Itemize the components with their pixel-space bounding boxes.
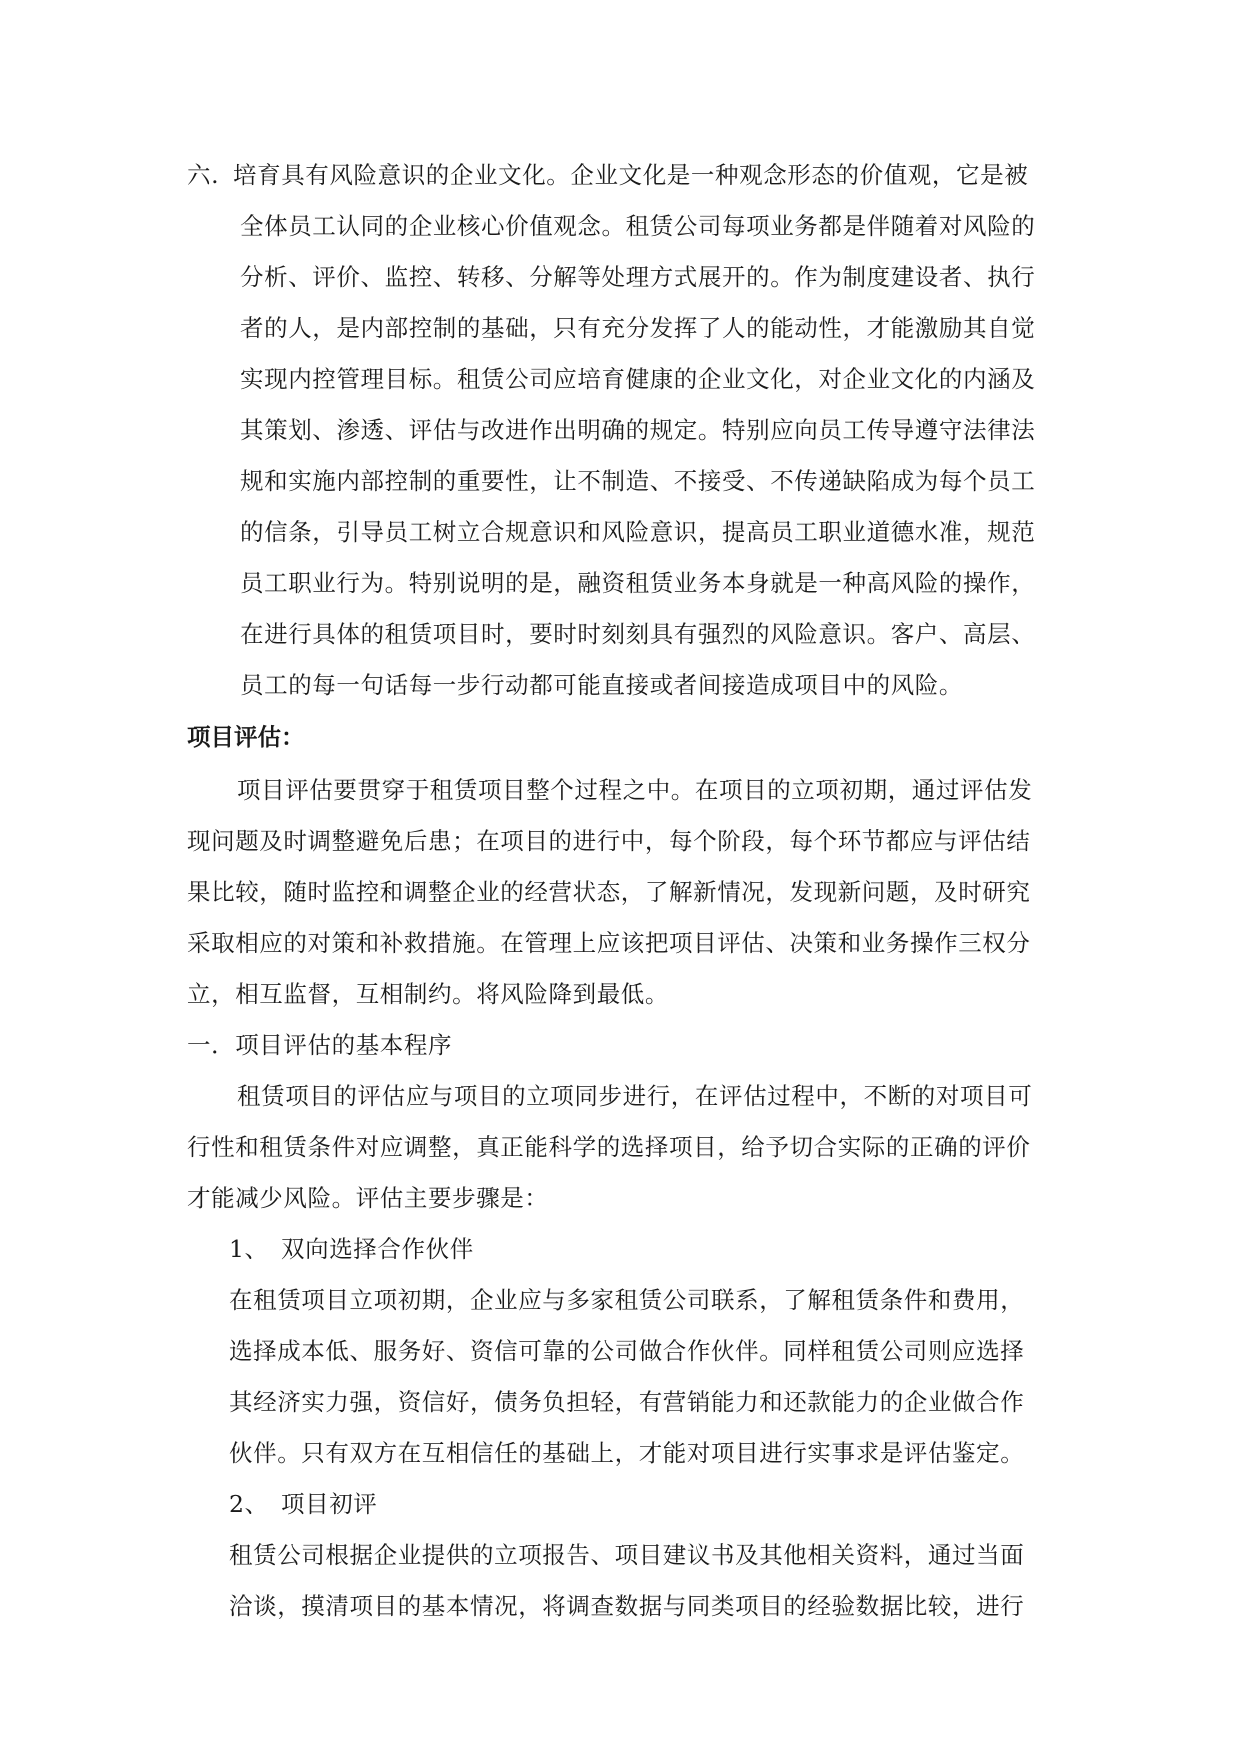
paragraph-line: 实现内控管理目标。租赁公司应培育健康的企业文化，对企业文化的内涵及 — [240, 365, 1036, 393]
paragraph-line: 分析、评价、监控、转移、分解等处理方式展开的。作为制度建设者、执行 — [240, 263, 1036, 291]
project-evaluation-body — [187, 765, 1067, 1632]
paragraph-line: 果比较，随时监控和调整企业的经营状态，了解新情况，发现新问题，及时研究 — [187, 878, 1031, 906]
paragraph-line: 其策划、渗透、评估与改进作出明确的规定。特别应向员工传导遵守法律法 — [240, 416, 1036, 444]
section-six — [187, 150, 1067, 711]
paragraph-line: 选择成本低、服务好、资信可靠的公司做合作伙伴。同样租赁公司则应选择 — [229, 1337, 1025, 1365]
list-item-title: 2、 项目初评 — [187, 1479, 1067, 1530]
section-heading: 项目评估： — [187, 723, 305, 751]
paragraph-line: 才能减少风险。评估主要步骤是： — [187, 1184, 549, 1212]
section-number: 六. — [187, 161, 220, 189]
paragraph-line: 者的人，是内部控制的基础，只有充分发挥了人的能动性，才能激励其自觉 — [240, 314, 1036, 342]
paragraph-line: 伙伴。只有双方在互相信任的基础上，才能对项目进行实事求是评估鉴定。 — [229, 1439, 1025, 1467]
paragraph-line: 立，相互监督，互相制约。将风险降到最低。 — [187, 980, 669, 1008]
paragraph-line: 项目评估要贯穿于租赁项目整个过程之中。在项目的立项初期，通过评估发 — [237, 776, 1033, 804]
paragraph-line: 在租赁项目立项初期，企业应与多家租赁公司联系，了解租赁条件和费用， — [229, 1286, 1025, 1314]
paragraph-line: 员工职业行为。特别说明的是，融资租赁业务本身就是一种高风险的操作， — [240, 569, 1036, 597]
paragraph-line: 租赁项目的评估应与项目的立项同步进行，在评估过程中，不断的对项目可 — [237, 1082, 1033, 1110]
paragraph-line: 租赁公司根据企业提供的立项报告、项目建议书及其他相关资料，通过当面 — [229, 1541, 1025, 1569]
paragraph-line: 全体员工认同的企业核心价值观念。租赁公司每项业务都是伴随着对风险的 — [240, 212, 1036, 240]
list-item-number: 2、 — [229, 1490, 269, 1518]
paragraph-line: 洽谈，摸清项目的基本情况，将调查数据与同类项目的经验数据比较，进行 — [229, 1592, 1025, 1620]
paragraph-line: 规和实施内部控制的重要性，让不制造、不接受、不传递缺陷成为每个员工 — [240, 467, 1036, 495]
subsection-title: 一．项目评估的基本程序 — [187, 1031, 453, 1059]
paragraph-line: 现问题及时调整避免后患；在项目的进行中，每个阶段，每个环节都应与评估结 — [187, 827, 1031, 855]
paragraph-line: 的信条，引导员工树立合规意识和风险意识，提高员工职业道德水准，规范 — [240, 518, 1036, 546]
paragraph-line: 其经济实力强，资信好，债务负担轻，有营销能力和还款能力的企业做合作 — [229, 1388, 1025, 1416]
list-item-number: 1、 — [229, 1235, 269, 1263]
list-item-title: 1、 双向选择合作伙伴 — [187, 1224, 1067, 1275]
paragraph-line: 采取相应的对策和补救措施。在管理上应该把项目评估、决策和业务操作三权分 — [187, 929, 1031, 957]
paragraph-line: 员工的每一句话每一步行动都可能直接或者间接造成项目中的风险。 — [240, 671, 963, 699]
paragraph-line: 在进行具体的租赁项目时，要时时刻刻具有强烈的风险意识。客户、高层、 — [240, 620, 1036, 648]
paragraph-line: 六. 培育具有风险意识的企业文化。企业文化是一种观念形态的价值观，它是被 — [187, 150, 1067, 201]
paragraph-line: 行性和租赁条件对应调整，真正能科学的选择项目，给予切合实际的正确的评价 — [187, 1133, 1031, 1161]
